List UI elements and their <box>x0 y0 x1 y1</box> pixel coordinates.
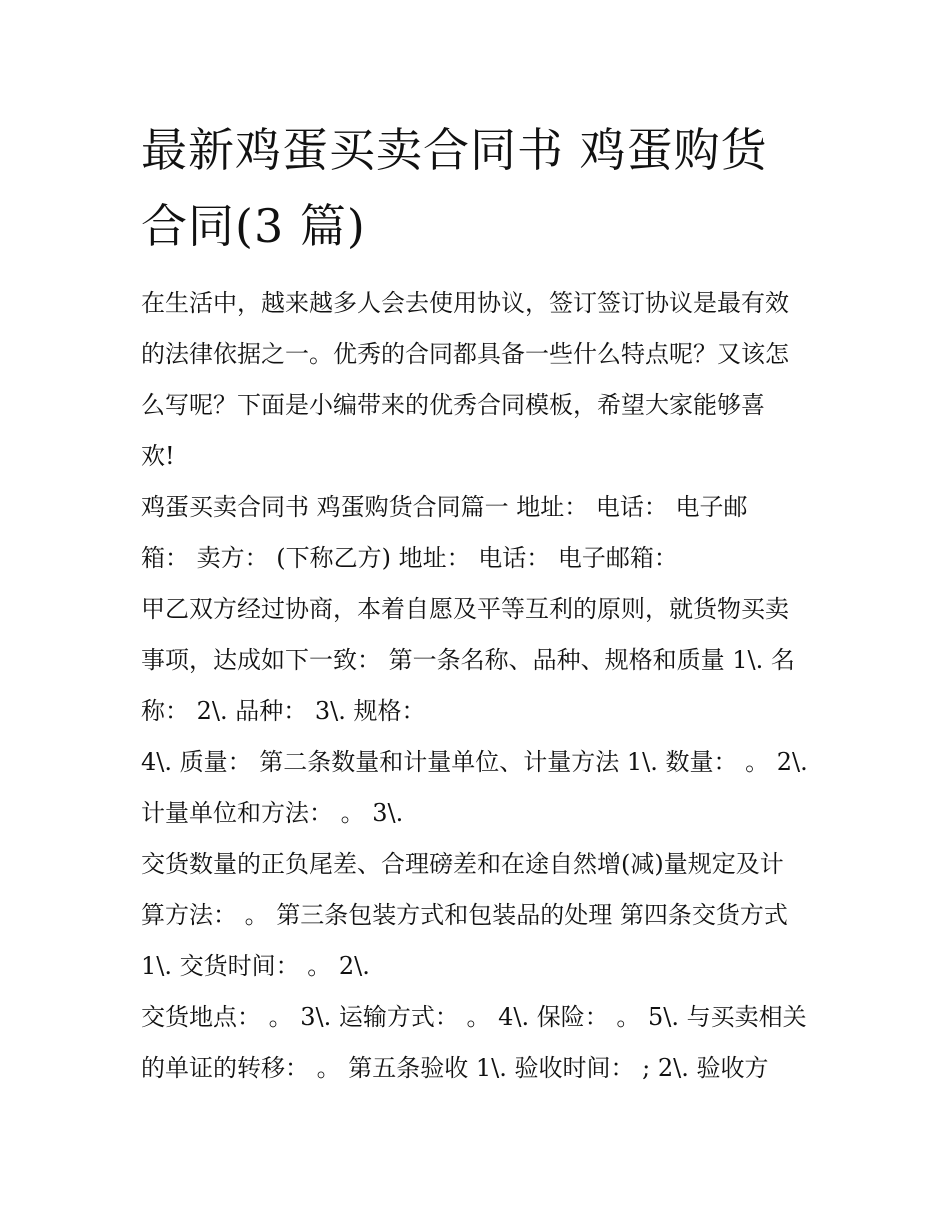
text-line: 交货数量的正负尾差、合理磅差和在途自然增(减)量规定及计 <box>141 850 784 878</box>
text-line: 的法律依据之一。优秀的合同都具备一些什么特点呢？又该怎 <box>141 340 789 368</box>
paragraph-article-1 <box>141 584 821 737</box>
text-line: 欢! <box>141 442 175 470</box>
text-line: 鸡蛋买卖合同书 鸡蛋购货合同篇一 地址： 电话： 电子邮 <box>141 493 748 521</box>
text-line: 么写呢？下面是小编带来的优秀合同模板，希望大家能够喜 <box>141 391 765 419</box>
document-body <box>141 278 821 1094</box>
paragraph-intro <box>141 278 821 482</box>
title-line: 最新鸡蛋买卖合同书 鸡蛋购货 <box>141 123 768 177</box>
title-line: 合同(3 篇) <box>141 199 366 253</box>
text-line: 称： 2\. 品种： 3\. 规格： <box>141 697 426 725</box>
text-line: 箱： 卖方： (下称乙方) 地址： 电话： 电子邮箱： <box>141 544 678 572</box>
text-line: 1\. 交货时间： 。 2\. <box>141 952 370 980</box>
document-page <box>141 112 821 1094</box>
paragraph-article-5 <box>141 992 821 1094</box>
document-title <box>141 112 821 264</box>
text-line: 交货地点： 。 3\. 运输方式： 。 4\. 保险： 。 5\. 与买卖相关 <box>141 1003 807 1031</box>
paragraph-parties <box>141 482 821 584</box>
text-line: 事项，达成如下一致： 第一条名称、品种、规格和质量 1\. 名 <box>141 646 795 674</box>
text-line: 算方法： 。 第三条包装方式和包装品的处理 第四条交货方式 <box>141 901 788 929</box>
text-line: 的单证的转移： 。 第五条验收 1\. 验收时间： ; 2\. 验收方 <box>141 1054 769 1082</box>
text-line: 甲乙双方经过协商，本着自愿及平等互利的原则，就货物买卖 <box>141 595 789 623</box>
text-line: 在生活中，越来越多人会去使用协议，签订签订协议是最有效 <box>141 289 789 317</box>
text-line: 计量单位和方法： 。 3\. <box>141 799 404 827</box>
paragraph-article-2 <box>141 737 821 839</box>
text-line: 4\. 质量： 第二条数量和计量单位、计量方法 1\. 数量： 。 2\. <box>141 748 808 776</box>
paragraph-article-3-4 <box>141 839 821 992</box>
